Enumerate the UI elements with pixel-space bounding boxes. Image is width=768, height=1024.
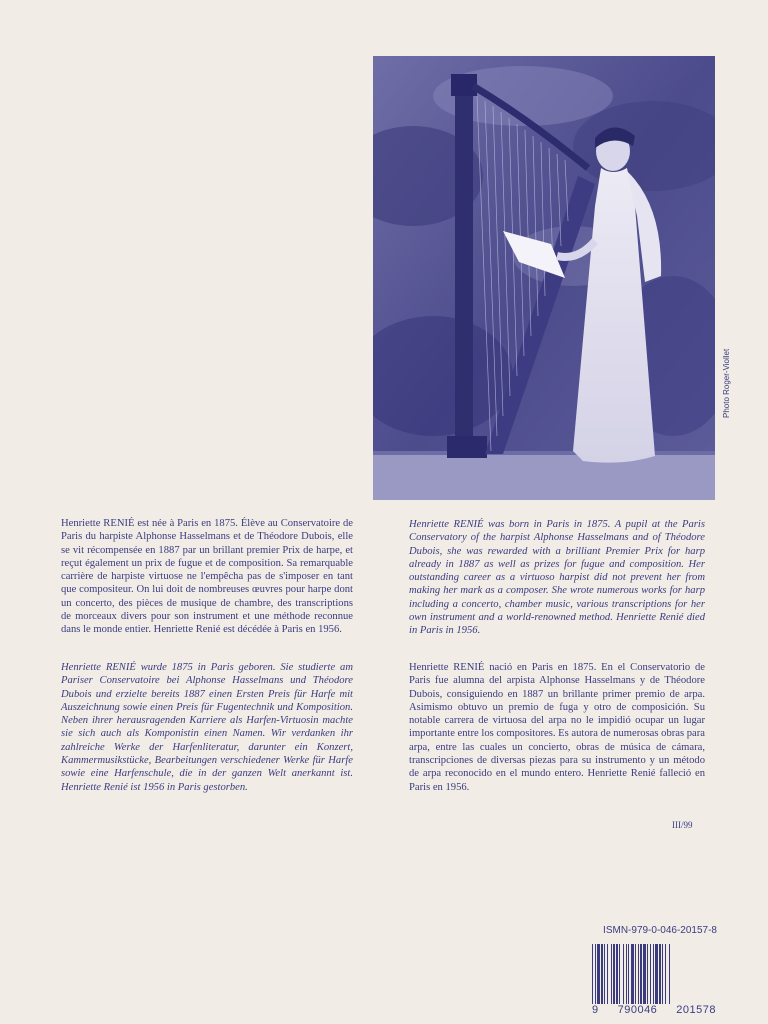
ismn-number: ISMN-979-0-046-20157-8 xyxy=(603,925,717,936)
barcode-digit-prefix: 9 xyxy=(592,1004,599,1016)
biography-german: Henriette RENIÉ wurde 1875 in Paris geboren. Sie studierte am Pariser Conservatoire bei Alphonse Hasselmans und Théodore Dubois und erzielte bereits 1887 einen Ersten Preis für Harfe mit Auszeichnung sowie einen Preis für Fugentechnik und Komposition. Neben ihrer herausragenden Karriere als Harfen-Virtuosin machte sie sich auch als Komponistin einen Namen. Wir verdanken ihr zahlreiche Werke der Harfenliteratur, darunter ein Konzert, Kammermusikstücke, Bearbeitungen verschiedener Werke für Harfe sowie eine Harfenschule, die in der ganzen Welt anerkannt ist. Henriette Renié ist 1956 in Paris gestorben. xyxy=(61,662,353,793)
barcode-digits-left: 790046 xyxy=(617,1004,658,1016)
barcode-bar xyxy=(613,944,615,1004)
barcode-bar xyxy=(604,944,605,1004)
barcode-bar xyxy=(669,944,670,1004)
barcode-bar xyxy=(638,944,639,1004)
barcode-bar xyxy=(662,944,663,1004)
biography-french: Henriette RENIÉ est née à Paris en 1875. Élève au Conservatoire de Paris du harpiste Alphonse Hasselmans et de Théodore Dubois, elle se vit récompensée en 1887 par un brillant premier Prix de harpe, et reçut également un prix de fugue et de composition. Sa remarquable carrière de harpiste virtuose ne l'empêcha pas de s'imposer en tant que compositeur. On lui doit de nombreuses œuvres pour harpe dont un concerto, des pièces de musique de chambre, des transcriptions de morceaux divers pour son instrument et une méthode reconnue dans le monde entier. Henriette Renié est décédée à Paris en 1956. xyxy=(61,518,353,636)
barcode-bar xyxy=(619,944,620,1004)
barcode-bar xyxy=(665,944,666,1004)
barcode-bar xyxy=(597,944,600,1004)
barcode-bar xyxy=(635,944,636,1004)
catalog-reference: III/99 xyxy=(672,820,693,830)
photo-credit: Photo Roger-Viollet xyxy=(722,348,731,418)
barcode-bar xyxy=(655,944,658,1004)
barcode-bar xyxy=(653,944,654,1004)
barcode-bar xyxy=(628,944,629,1004)
barcode-bar xyxy=(607,944,608,1004)
barcode-bar xyxy=(611,944,612,1004)
biography-spanish: Henriette RENIÉ nació en Paris en 1875. En el Conservatorio de Paris fue alumna del arpista Alphonse Hasselmans y de Théodore Dubois, consiguiendo en 1887 un brillante primer premio de arpa. Asimismo obtuvo un premio de fuga y otro de composición. Su notable carrera de virtuosa del arpa no le impidió ocupar un lugar importante entre los compositores. Es autora de numerosas obras para arpa, entre las cuales un concierto, obras de música de cámara, transcripciones de diversas piezas para su instrumento y un método de arpa reconocido en el mundo entero. Henriette Renié falleció en Paris en 1956. xyxy=(409,662,705,793)
barcode-bar xyxy=(640,944,642,1004)
barcode-bar xyxy=(623,944,624,1004)
barcode-bar xyxy=(650,944,651,1004)
barcode-bar xyxy=(626,944,627,1004)
barcode-bar xyxy=(592,944,593,1004)
harpist-photo xyxy=(373,56,715,500)
barcode-bar xyxy=(631,944,634,1004)
barcode-bar xyxy=(616,944,618,1004)
barcode-digits xyxy=(592,1004,716,1016)
barcode-bar xyxy=(647,944,648,1004)
biography-english: Henriette RENIÉ was born in Paris in 1875. A pupil at the Paris Conservatory of the harpist Alphonse Hasselmans and of Théodore Dubois, she was rewarded with a brilliant Premier Prix for harp already in 1887 as well as prizes for fugue and composition. Her outstanding career as a virtuoso harpist did not prevent her from making her mark as a composer. She wrote numerous works for harp including a concerto, chamber music, various transcriptions for her own instrument and a world-renowned method. Henriette Renié died in Paris in 1956. xyxy=(409,519,705,637)
barcode-bar xyxy=(643,944,646,1004)
barcode-bar xyxy=(659,944,661,1004)
barcode-digits-right: 201578 xyxy=(676,1004,716,1016)
barcode-bar xyxy=(595,944,596,1004)
barcode-bar xyxy=(601,944,603,1004)
